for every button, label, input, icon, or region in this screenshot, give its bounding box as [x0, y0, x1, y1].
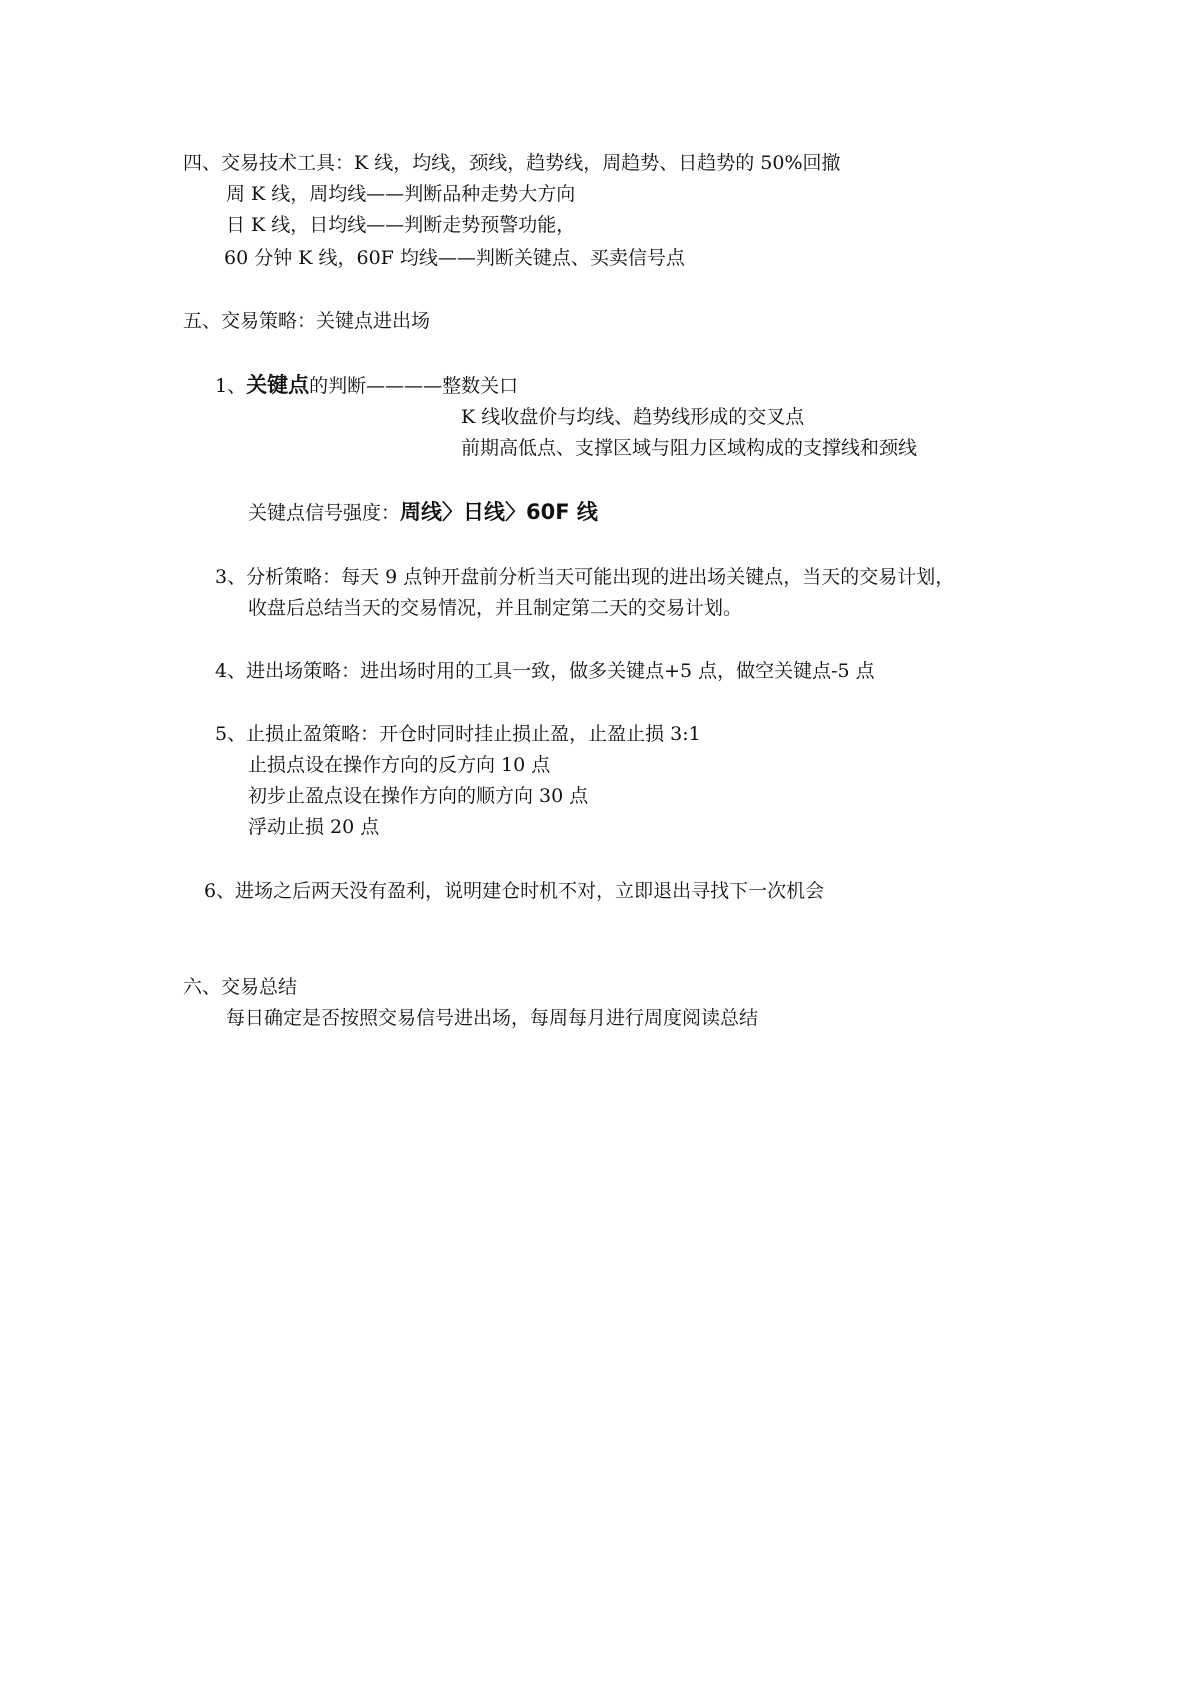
item1-sub-2: 前期高低点、支撑区域与阻力区域构成的支撑线和颈线 [461, 437, 918, 459]
item5-line-2: 止损点设在操作方向的反方向 10 点 [248, 754, 551, 776]
item5-line-3: 初步止盈点设在操作方向的顺方向 30 点 [248, 785, 589, 807]
item1-line [215, 373, 518, 398]
signal-label: 关键点信号强度： [248, 502, 401, 524]
item5-line-1: 5、止损止盈策略：开仓时同时挂止损止盈，止盈止损 3:1 [215, 723, 701, 745]
item4-line: 4、进出场策略：进出场时用的工具一致，做多关键点+5 点，做空关键点-5 点 [215, 660, 875, 682]
section6-heading: 六、交易总结 [183, 976, 298, 998]
item3-line-2: 收盘后总结当天的交易情况，并且制定第二天的交易计划。 [248, 597, 743, 619]
section4-line-2: 日 K 线，日均线——判断走势预警功能， [226, 214, 576, 236]
item1-prefix: 1、 [215, 375, 247, 397]
item3-line-1: 3、分析策略：每天 9 点钟开盘前分析当天可能出现的进出场关键点，当天的交易计划， [215, 566, 955, 588]
section6-line: 每日确定是否按照交易信号进出场，每周每月进行周度阅读总结 [226, 1007, 759, 1029]
signal-strength-line [248, 500, 598, 525]
section4-line-3: 60 分钟 K 线，60F 均线——判断关键点、买卖信号点 [224, 247, 685, 269]
item1-rest: 的判断————整数关口 [309, 375, 519, 397]
item1-sub-1: K 线收盘价与均线、趋势线形成的交叉点 [461, 406, 805, 428]
section4-line-1: 周 K 线，周均线——判断品种走势大方向 [226, 183, 576, 205]
section4-heading: 四、交易技术工具：K 线，均线，颈线，趋势线，周趋势、日趋势的 50%回撤 [183, 152, 841, 174]
signal-value: 周线〉日线〉60F 线 [400, 500, 598, 524]
item5-line-4: 浮动止损 20 点 [248, 816, 380, 838]
section5-heading: 五、交易策略：关键点进出场 [183, 310, 431, 332]
item6-line: 6、进场之后两天没有盈利，说明建仓时机不对，立即退出寻找下一次机会 [204, 880, 825, 902]
item1-keyword: 关键点 [246, 373, 310, 397]
